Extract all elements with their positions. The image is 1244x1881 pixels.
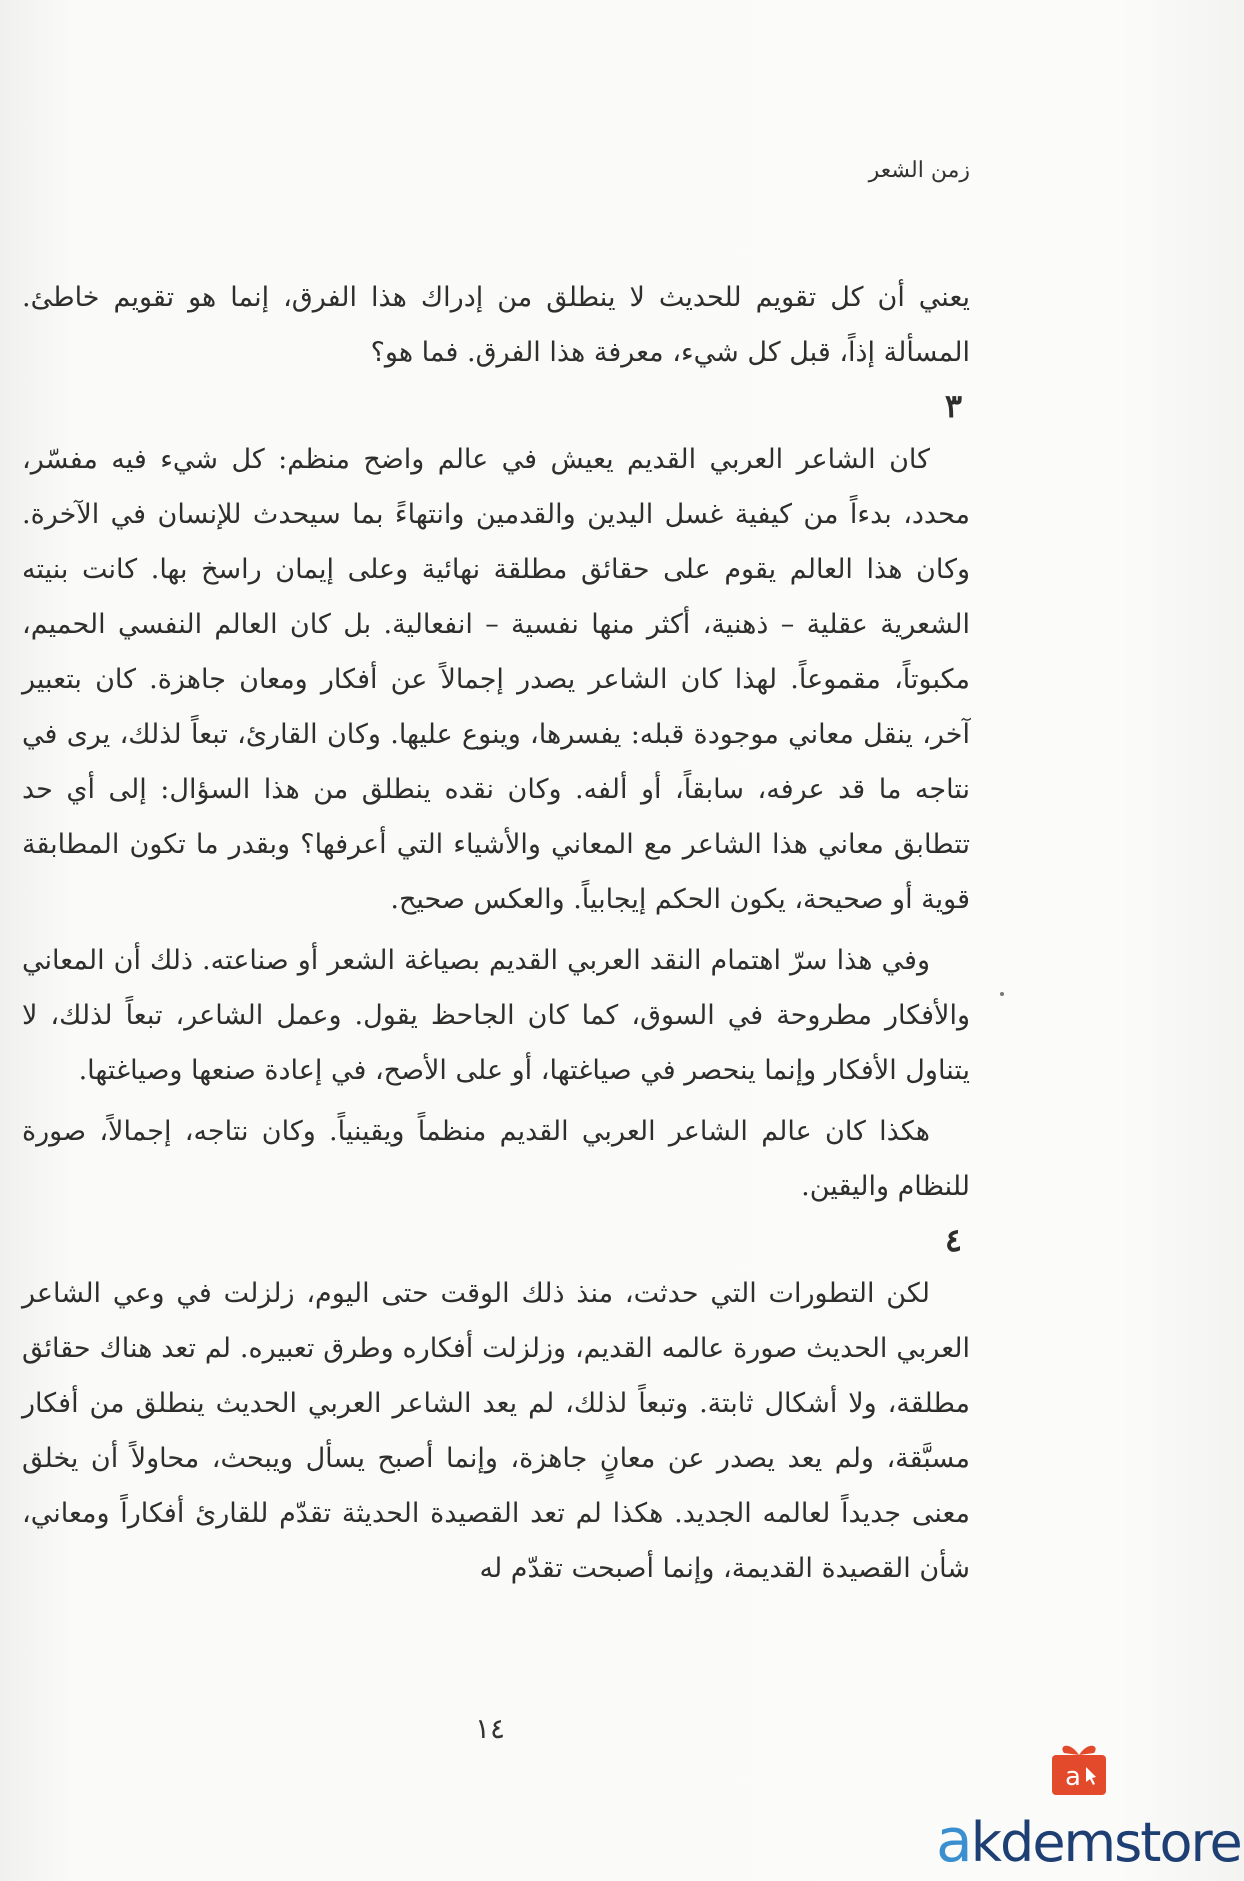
gift-box-icon: [1048, 1737, 1110, 1799]
page-number: ١٤: [474, 1712, 506, 1745]
section-number-3: ٣: [944, 387, 962, 425]
store-brand-text: [936, 1806, 1241, 1876]
paragraph-section3-1: كان الشاعر العربي القديم يعيش في عالم واضح منظم: كل شيء فيه مفسّر، محدد، بدءاً من كيفية غسل اليدين والقدمين وانتهاءً بما سيحدث للإنسان في الآخرة. وكان هذا العالم يقوم على حقائق مطلقة نهائية وعلى إيمان راسخ بها. كانت بنيته الشعرية عقلية – ذهنية، أكثر منها نفسية – انفعالية. بل كان العالم النفسي الحميم، مكبوتاً، مقموعاً. لهذا كان الشاعر يصدر إجمالاً عن أفكار ومعان جاهزة. كان بتعبير آخر، ينقل معاني موجودة قبله: يفسرها، وينوع عليها. وكان القارئ، تبعاً لذلك، يرى في نتاجه ما قد عرفه، سابقاً، أو ألفه. وكان نقده ينطلق من هذا السؤال: إلى أي حد تتطابق معاني هذا الشاعر مع المعاني والأشياء التي أعرفها؟ وبقدر ما تكون المطابقة قوية أو صحيحة، يكون الحكم إيجابياً. والعكس صحيح.: [22, 444, 970, 915]
body-text: [22, 270, 970, 1596]
brand-letters: kdemstore: [970, 1811, 1241, 1874]
paragraph-section3-3: هكذا كان عالم الشاعر العربي القديم منظماً ويقينياً. وكان نتاجه، إجمالاً، صورة للنظام واليقين.: [22, 1116, 970, 1202]
paragraph-section3-2: وفي هذا سرّ اهتمام النقد العربي القديم بصياغة الشعر أو صناعته. ذلك أن المعاني والأفكار مطروحة في السوق، كما كان الجاحظ يقول. وعمل الشاعر، تبعاً لذلك، لا يتناول الأفكار وإنما ينحصر في صياغتها، أو على الأصح، في إعادة صنعها وصياغتها.: [22, 945, 970, 1086]
paragraph-continuation: يعني أن كل تقويم للحديث لا ينطلق من إدراك هذا الفرق، إنما هو تقويم خاطئ. المسألة إذاً، قبل كل شيء، معرفة هذا الفرق. فما هو؟: [22, 282, 970, 368]
paragraph-section4-1: لكن التطورات التي حدثت، منذ ذلك الوقت حتى اليوم، زلزلت في وعي الشاعر العربي الحديث صورة عالمه القديم، وزلزلت أفكاره وطرق تعبيره. لم تعد هناك حقائق مطلقة، ولا أشكال ثابتة. وتبعاً لذلك، لم يعد الشاعر العربي الحديث ينطلق من أفكار مسبَّقة، ولم يعد يصدر عن معانٍ جاهزة، وإنما أصبح يسأل ويبحث، محاولاً أن يخلق معنى جديداً لعالمه الجديد. هكذا لم تعد القصيدة الحديثة تقدّم للقارئ أفكاراً ومعاني، شأن القصيدة القديمة، وإنما أصبحت تقدّم له: [22, 1278, 970, 1584]
margin-speck: [1000, 992, 1004, 996]
running-header: زمن الشعر: [868, 158, 970, 183]
section-number-4: ٤: [944, 1221, 962, 1259]
svg-text:a: a: [1065, 1762, 1081, 1792]
store-watermark: [936, 1733, 1241, 1876]
brand-letter-a: a: [936, 1806, 971, 1876]
